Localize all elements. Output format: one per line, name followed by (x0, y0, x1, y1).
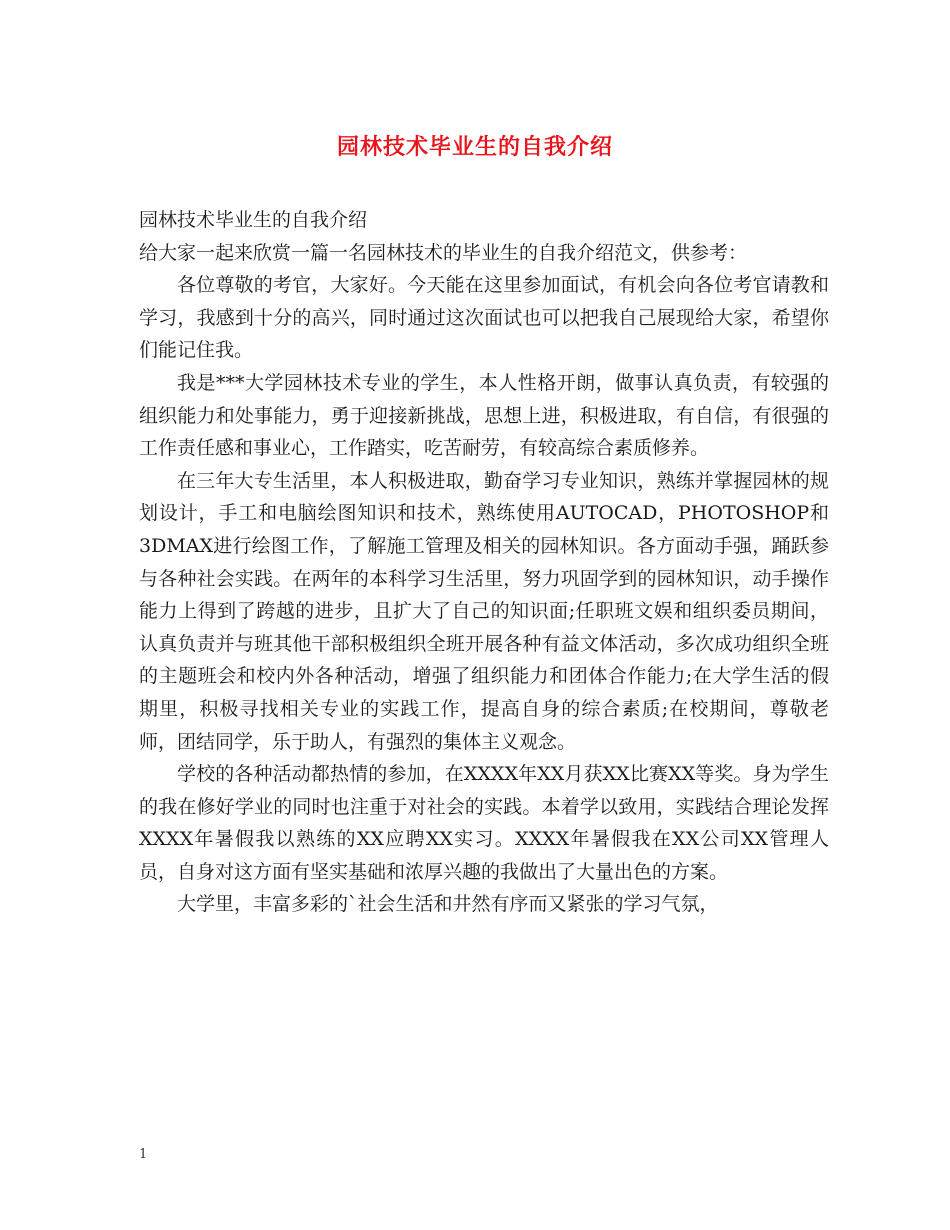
document-title: 园林技术毕业生的自我介绍 (336, 134, 613, 160)
paragraph-university: 大学里，丰富多彩的`社会生活和井然有序而又紧张的学习气氛， (177, 893, 719, 916)
document-intro: 给大家一起来欣赏一篇一名园林技术的毕业生的自我介绍范文，供参考： (139, 241, 748, 264)
document-subtitle: 园林技术毕业生的自我介绍 (139, 209, 368, 231)
page-number: 1 (139, 1147, 148, 1162)
paragraph-personality: 我是***大学园林技术专业的学生，本人性格开朗，做事认真负责，有较强的组织能力和处事能力，勇于迎接新挑战，思想上进，积极进取，有自信，有很强的工作责任感和事业心，工作踏实，吃苦耐劳，有较高综合素质修养。 (139, 371, 829, 460)
paragraph-greeting: 各位尊敬的考官，大家好。今天能在这里参加面试，有机会向各位考官请教和学习，我感到十分的高兴，同时通过这次面试也可以把我自己展现给大家，希望你们能记住我。 (139, 274, 829, 362)
paragraph-study: 在三年大专生活里，本人积极进取，勤奋学习专业知识，熟练并掌握园林的规划设计，手工和电脑绘图知识和技术，熟练使用AUTOCAD，PHOTOSHOP和3DMAX进行绘图工作，了解施工管理及相关的园林知识。各方面动手强，踊跃参与各种社会实践。在两年的本科学习生活里，努力巩固学到的园林知识，动手操作能力上得到了跨越的进步，且扩大了自己的知识面;任职班文娱和组织委员期间，认真负责并与班其他干部积极组织全班开展各种有益文体活动，多次成功组织全班的主题班会和校内外各种活动，增强了组织能力和团体合作能力;在大学生活的假期里，积极寻找相关专业的实践工作，提高自身的综合素质;在校期间，尊敬老师，团结同学，乐于助人，有强烈的集体主义观念。 (139, 469, 829, 753)
paragraph-activities: 学校的各种活动都热情的参加，在XXXX年XX月获XX比赛XX等奖。身为学生的我在修好学业的同时也注重于对社会的实践。本着学以致用，实践结合理论发挥XXXX年暑假我以熟练的XX应聘XX实习。XXXX年暑假我在XX公司XX管理人员，自身对这方面有坚实基础和浓厚兴趣的我做出了大量出色的方案。 (139, 763, 829, 883)
document-body (139, 204, 829, 921)
